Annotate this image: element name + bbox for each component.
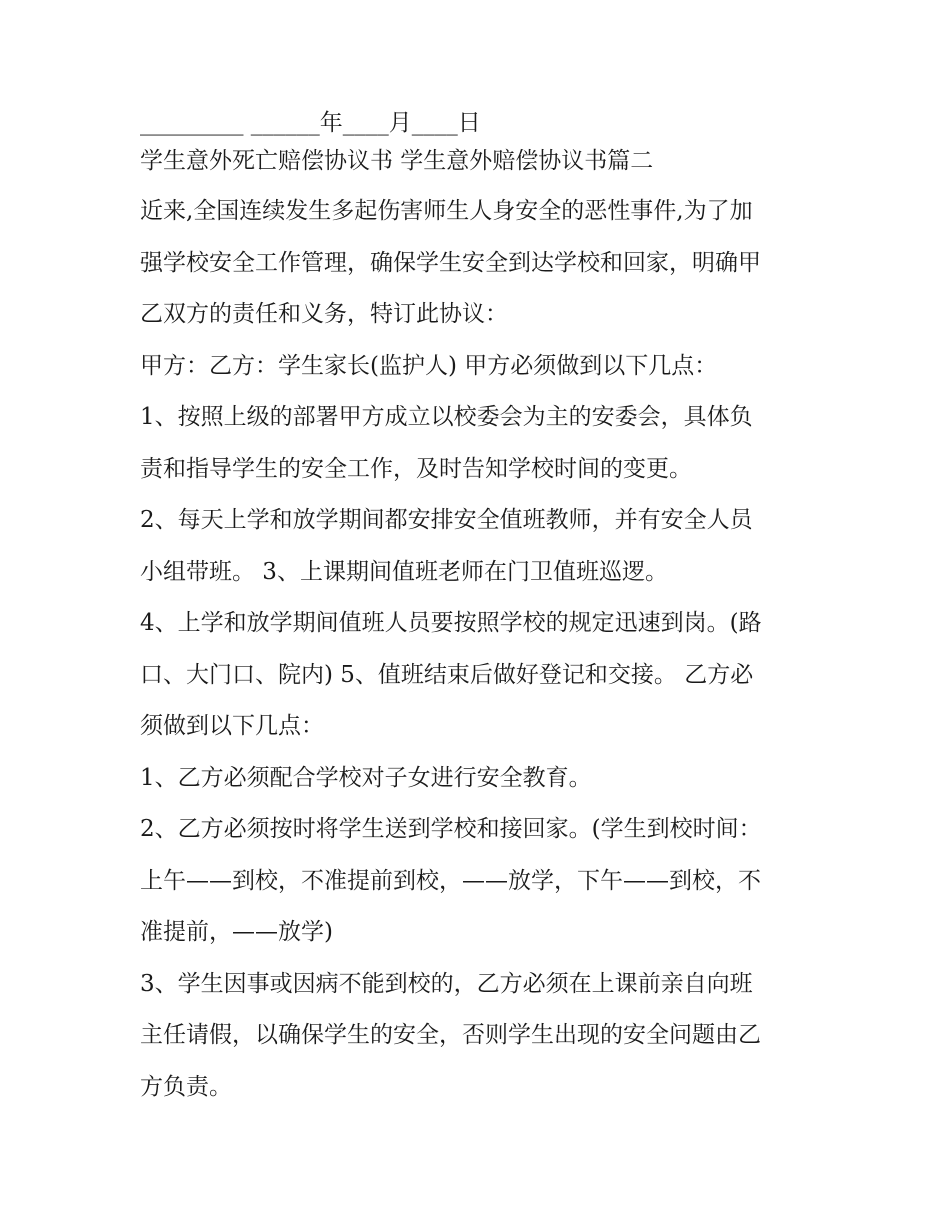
paragraph-line: 4、上学和放学期间值班人员要按照学校的规定迅速到岗。(路: [140, 610, 762, 636]
paragraph-line: 近来,全国连续发生多起伤害师生人身安全的恶性事件,为了加: [140, 198, 753, 224]
paragraph-line: 责和指导学生的安全工作，及时告知学校时间的变更。: [140, 455, 692, 482]
paragraph-line: 口、大门口、院内) 5、值班结束后做好登记和交接。 乙方必: [140, 661, 754, 688]
paragraph-line: 方负责。: [140, 1073, 232, 1100]
paragraph-line: 准提前，——放学): [140, 919, 333, 945]
paragraph-line: 甲方：乙方：学生家长(监护人) 甲方必须做到以下几点：: [140, 352, 718, 379]
paragraph-line: 1、按照上级的部署甲方成立以校委会为主的安委会，具体负: [140, 404, 753, 430]
date-line: _________ ______年____月____日: [140, 110, 481, 136]
paragraph-line: 1、乙方必须配合学校对子女进行安全教育。: [140, 764, 592, 791]
paragraph-line: 2、乙方必须按时将学生送到学校和接回家。(学生到校时间：: [140, 816, 762, 842]
paragraph-line: 主任请假，以确保学生的安全，否则学生出现的安全问题由乙: [140, 1022, 761, 1048]
paragraph-line: 乙双方的责任和义务，特订此协议：: [140, 301, 508, 327]
document-title: 学生意外死亡赔偿协议书 学生意外赔偿协议书篇二: [140, 148, 654, 174]
paragraph-line: 强学校安全工作管理，确保学生安全到达学校和回家，明确甲: [140, 249, 761, 276]
paragraph-line: 上午——到校，不准提前到校，——放学，下午——到校，不: [140, 867, 761, 894]
paragraph-line: 小组带班。 3、上课期间值班老师在门卫值班巡逻。: [140, 558, 668, 585]
paragraph-line: 须做到以下几点：: [140, 713, 324, 739]
paragraph-line: 3、学生因事或因病不能到校的，乙方必须在上课前亲自向班: [140, 970, 753, 997]
document-body: [140, 110, 820, 1125]
paragraph-line: 2、每天上学和放学期间都安排安全值班教师，并有安全人员: [140, 507, 753, 533]
